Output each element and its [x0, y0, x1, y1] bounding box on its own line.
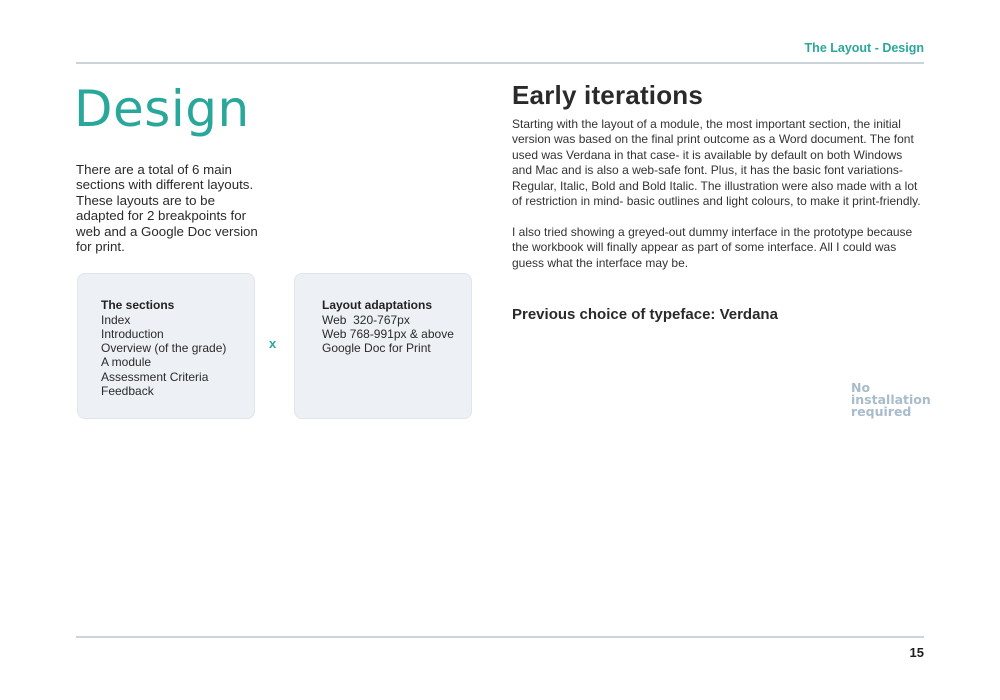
adaptations-card-title: Layout adaptations — [322, 298, 433, 312]
list-item: Overview (of the grade) — [101, 341, 227, 356]
section-title: Early iterations — [512, 80, 704, 110]
list-item: Feedback — [101, 383, 154, 398]
sections-card-title: The sections — [101, 298, 175, 312]
sections-card — [77, 273, 255, 419]
running-header: The Layout - Design — [804, 41, 924, 55]
list-item: Introduction — [101, 326, 164, 341]
body-paragraph: Starting with the layout of a module, the most important section, the initial version was based on the final print outcome as a Word document. The font used was Verdana in that case- it is available by default on both Windows and Mac and is also a web-safe font. Plus, it has the basic font variations- Regular, Italic, Bold and Bold Italic. The illustration were also made with a lot of restriction in mind- basic outlines and light colours, to make it print-friendly. — [512, 117, 921, 209]
list-item: A module — [101, 355, 152, 370]
list-item: Index — [101, 312, 131, 327]
header-divider — [76, 62, 924, 64]
typeface-heading: Previous choice of typeface: Verdana — [512, 306, 778, 323]
page-number: 15 — [909, 645, 924, 660]
multiply-separator: x — [269, 336, 277, 351]
typeface-sample: No installation required — [851, 380, 931, 419]
page-title: Design — [74, 80, 250, 138]
list-item: Google Doc for Print — [322, 341, 431, 356]
adaptations-card — [294, 273, 472, 419]
list-item: Web 768-991px & above — [322, 326, 454, 341]
list-item: Web 320-767px — [322, 312, 410, 327]
list-item: Assessment Criteria — [101, 369, 209, 384]
footer-divider — [76, 636, 924, 638]
body-paragraph: I also tried showing a greyed-out dummy interface in the prototype because the workbook will finally appear as part of some interface. All I could was guess what the interface may be. — [512, 225, 913, 270]
intro-text: There are a total of 6 main sections with different layouts. These layouts are to be adapted for 2 breakpoints for web and a Google Doc version for print. — [76, 162, 258, 255]
